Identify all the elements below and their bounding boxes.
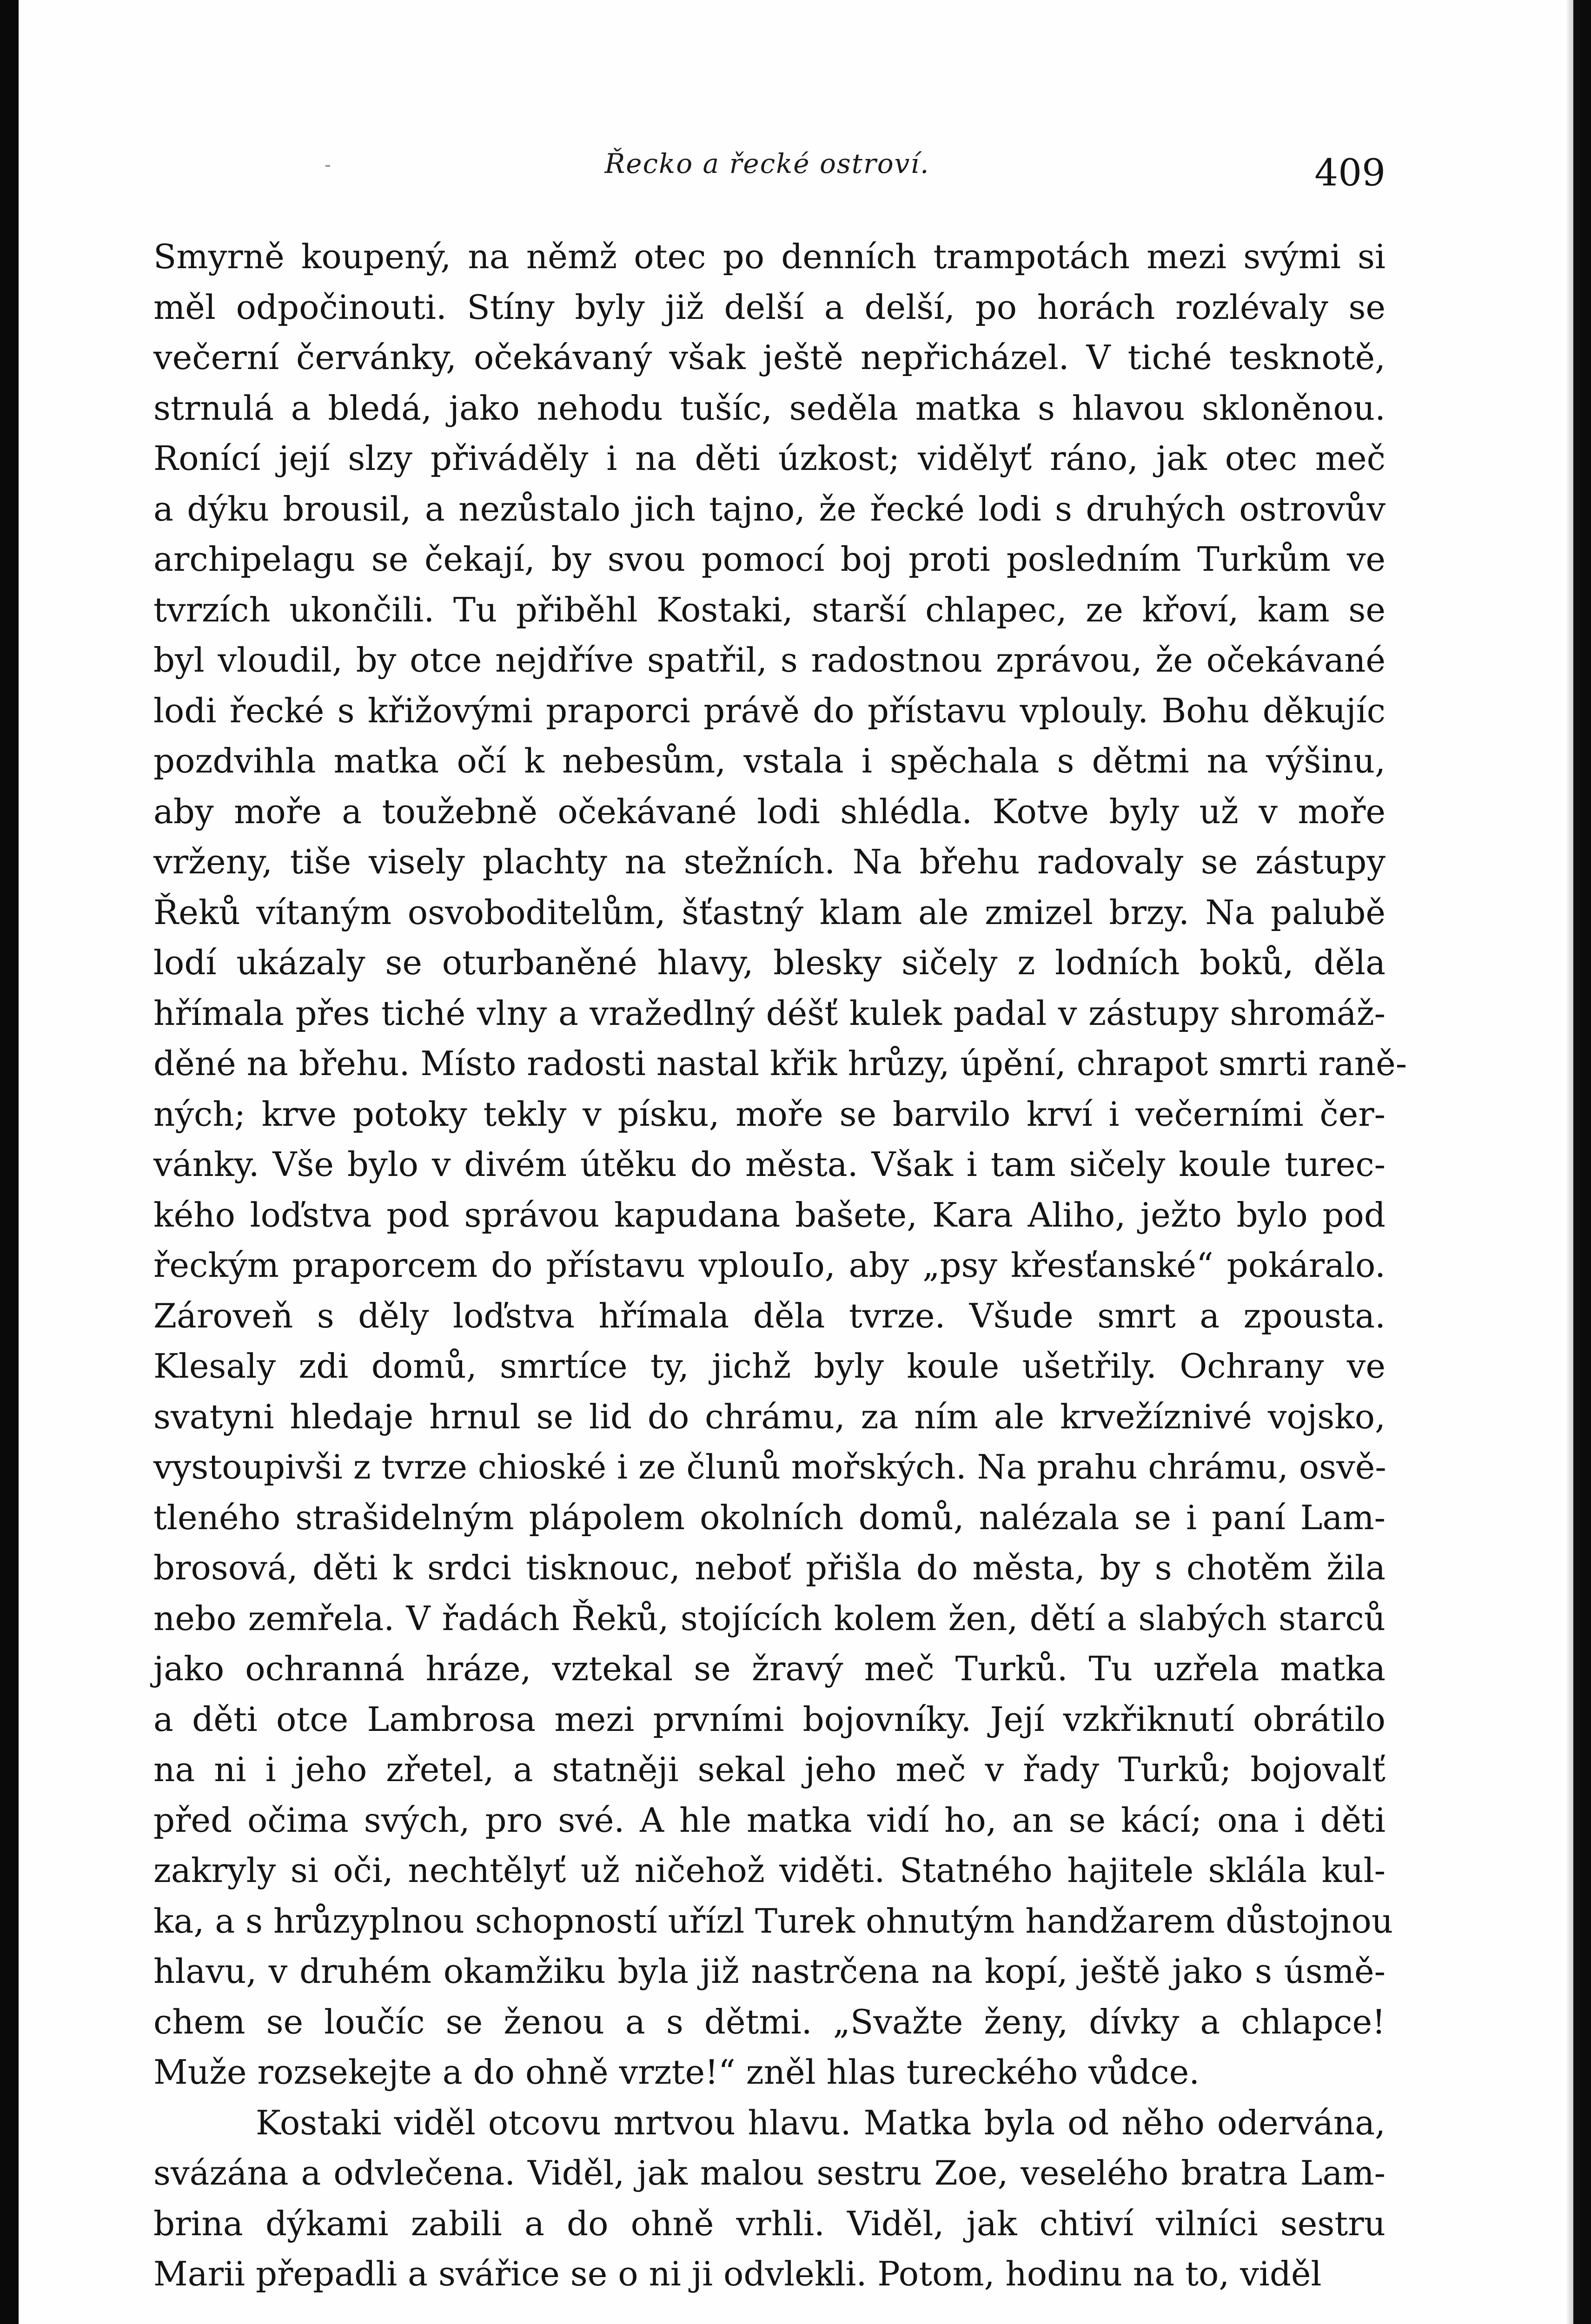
print-speck [325, 165, 330, 167]
text-line: vánky. Vše bylo v divém útěku do města. Však i tam sičely koule turec- [153, 1145, 1385, 1184]
page-edge-shadow [1567, 0, 1573, 2324]
text-line: nebo zemřela. V řadách Řeků, stojících kolem žen, dětí a slabých starců [153, 1598, 1385, 1638]
text-line: a dýku brousil, a nezůstalo jich tajno, že řecké lodi s druhých ostrovův [153, 489, 1385, 528]
text-line: jako ochranná hráze, vztekal se žravý meč Turků. Tu uzřela matka [153, 1649, 1385, 1688]
text-line: měl odpočinouti. Stíny byly již delší a delší, po horách rozlévaly se [153, 287, 1385, 327]
text-line: Smyrně koupený, na němž otec po denních trampotách mezi svými si [153, 237, 1385, 276]
text-line: Marii přepadli a svářice se o ni ji odvlekli. Potom, hodinu na to, viděl [153, 2254, 1322, 2293]
paragraph-1 [153, 231, 1407, 2098]
page-number: 409 [1314, 151, 1385, 194]
text-line: lodi řecké s křižovými praporci právě do přístavu vplouly. Bohu děkujíc [153, 691, 1385, 730]
text-line: brosová, děti k srdci tisknouc, neboť přišla do města, by s chotěm žila [153, 1548, 1385, 1587]
text-line: děné na břehu. Místo radosti nastal křik hrůzy, úpění, chrapot smrti raně- [153, 1044, 1407, 1083]
text-line: a děti otce Lambrosa mezi prvními bojovníky. Její vzkřiknutí obrátilo [153, 1699, 1385, 1739]
text-line: zakryly si oči, nechtělyť už ničehož viděti. Statného hajitele sklála kul- [153, 1851, 1385, 1890]
text-line: pozdvihla matka očí k nebesům, vstala i spěchala s dětmi na výšinu, [153, 741, 1385, 780]
main-text [153, 231, 1407, 2299]
text-line: strnulá a bledá, jako nehodu tušíc, seděla matka s hlavou skloněnou. [153, 388, 1385, 428]
text-line: brina dýkami zabili a do ohně vrhli. Viděl, jak chtiví vilníci sestru [153, 2204, 1385, 2243]
text-line: svatyni hledaje hrnul se lid do chrámu, za ním ale krvežíznivé vojsko, [153, 1397, 1385, 1436]
text-line: Ronící její slzy přiváděly i na děti úzkost; vidělyť ráno, jak otec meč [153, 439, 1385, 478]
running-title: Řecko a řecké ostroví. [604, 148, 930, 179]
text-line: hřímala přes tiché vlny a vražedlný déšť kulek padal v zástupy shromáž- [153, 993, 1385, 1033]
text-line: před očima svých, pro své. A hle matka vidí ho, an se kácí; ona i děti [153, 1800, 1385, 1840]
text-line: chem se loučíc se ženou a s dětmi. „Svažte ženy, dívky a chlapce! [153, 2002, 1385, 2041]
scan-border-left [0, 0, 19, 2324]
text-line: Muže rozsekejte a do ohně vrzte!“ zněl hlas tureckého vůdce. [153, 2053, 1200, 2092]
text-line: archipelagu se čekají, by svou pomocí boj proti posledním Turkům ve [153, 540, 1385, 579]
text-line: byl vloudil, by otce nejdříve spatřil, s radostnou zprávou, že očekávané [153, 640, 1385, 680]
text-line: aby moře a toužebně očekávané lodi shlédla. Kotve byly už v moře [153, 792, 1385, 831]
text-line: tvrzích ukončili. Tu přiběhl Kostaki, starší chlapec, ze křoví, kam se [153, 590, 1385, 629]
scan-border-right [1573, 0, 1591, 2324]
text-line: ka, a s hrůzyplnou schopností uřízl Turek ohnutým handžarem důstojnou [153, 1901, 1393, 1941]
text-line: ných; krve potoky tekly v písku, moře se barvilo krví i večerními čer- [153, 1094, 1385, 1134]
text-line: hlavu, v druhém okamžiku byla již nastrčena na kopí, ještě jako s úsmě- [153, 1952, 1385, 1991]
text-line: svázána a odvlečena. Viděl, jak malou sestru Zoe, veselého bratra Lam- [153, 2153, 1385, 2192]
paragraph-2 [153, 2098, 1385, 2299]
text-line: Klesaly zdi domů, smrtíce ty, jichž byly koule ušetřily. Ochrany ve [153, 1347, 1385, 1386]
text-line: večerní červánky, očekávaný však ještě nepřicházel. V tiché tesknotě, [153, 338, 1385, 377]
text-line: na ni i jeho zřetel, a statněji sekal jeho meč v řady Turků; bojovalť [153, 1750, 1385, 1789]
text-line: tleného strašidelným plápolem okolních domů, nalézala se i paní Lam- [153, 1498, 1385, 1537]
text-line: Řeků vítaným osvoboditelům, šťastný klam ale zmizel brzy. Na palubě [153, 892, 1385, 932]
text-line: řeckým praporcem do přístavu vplouIo, aby „psy křesťanské“ pokáralo. [153, 1246, 1385, 1285]
text-line: vrženy, tiše visely plachty na stežních. Na břehu radovaly se zástupy [153, 842, 1385, 881]
text-line: Kostaki viděl otcovu mrtvou hlavu. Matka byla od něho odervána, [256, 2103, 1385, 2142]
text-line: Zároveň s děly loďstva hřímala děla tvrze. Všude smrt a zpousta. [153, 1296, 1385, 1335]
text-line: lodí ukázaly se oturbaněné hlavy, blesky sičely z lodních boků, děla [153, 943, 1385, 982]
text-line: vystoupivši z tvrze chioské i ze člunů mořských. Na prahu chrámu, osvě- [153, 1447, 1386, 1486]
text-line: kého loďstva pod správou kapudana bašete, Kara Aliho, ježto bylo pod [153, 1195, 1385, 1235]
